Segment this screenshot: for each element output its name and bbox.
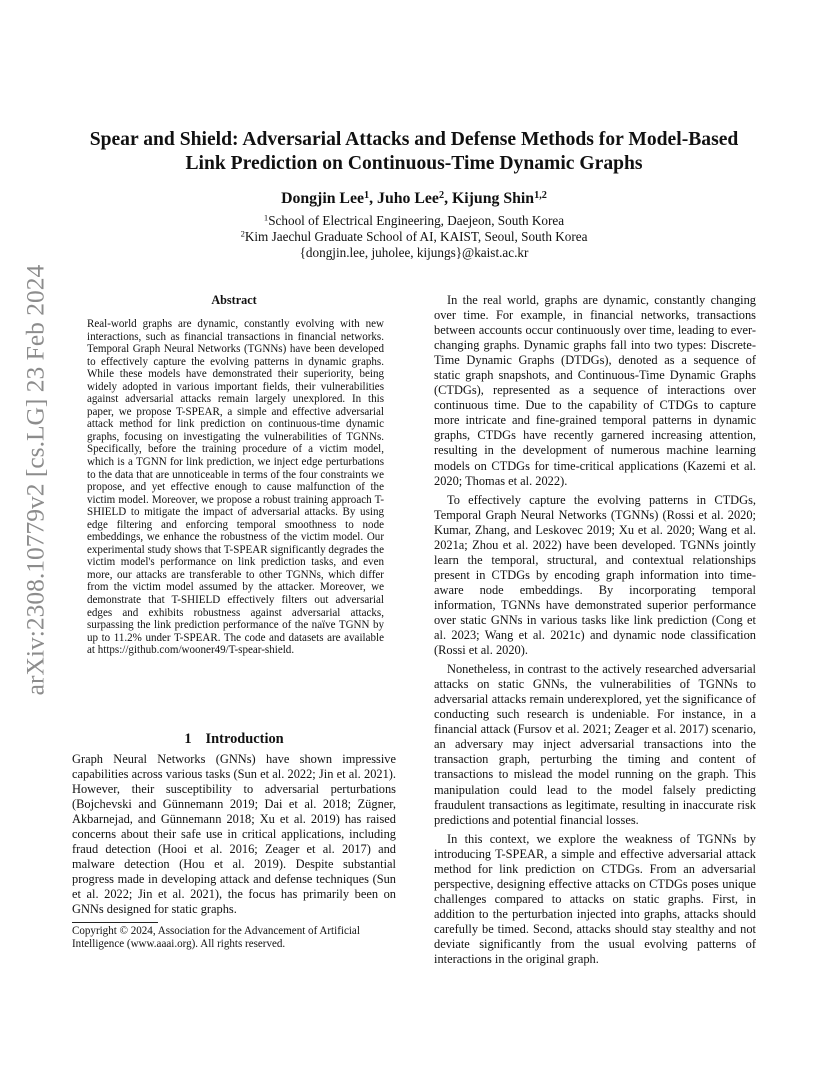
abstract-body bbox=[87, 318, 384, 657]
author-sup: 1 bbox=[364, 189, 370, 201]
author-name: Dongjin Lee bbox=[281, 190, 364, 207]
paragraph: In this context, we explore the weakness of TGNNs by introducing T-SPEAR, a simple and effective adversarial attack method for link prediction on CTDGs. From an adversarial perspective, designing effective attacks on CTDGs poses unique challenges compared to attacks on static graphs. First, in addition to the perturbation injected into graphs, attacks should carefully be timed. Second, attacks should stay stealthy and not deviate significantly from the usual evolving patterns of interactions in the original graph. bbox=[434, 831, 756, 967]
author-name: Kijung Shin bbox=[451, 190, 535, 207]
affiliation-line bbox=[60, 213, 768, 229]
abstract-text: Real-world graphs are dynamic, constantly evolving with new interactions, such as financial transactions in financial networks. Temporal Graph Neural Networks (TGNNs) have been developed to effectively capture the evolving patterns in dynamic graphs. While these models have demonstrated their superiority, being widely adopted in various important fields, their vulnerabilities against adversarial attacks remain largely unexplored. In this paper, we propose T-SPEAR, a simple and effective adversarial attack method for link prediction on continuous-time dynamic graphs, focusing on investigating the vulnerabilities of TGNNs. Specifically, before the training procedure of a victim model, which is a TGNN for link prediction, we inject edge perturbations to the data that are unnoticeable in terms of the four constraints we propose, and yet effective enough to cause malfunction of the victim model. Moreover, we propose a robust training approach T-SHIELD to mitigate the impact of adversarial attacks. By using edge filtering and enforcing temporal smoothness to node embeddings, we enhance the robustness of the victim model. Our experimental study shows that T-SPEAR significantly degrades the victim model's performance on link prediction tasks, and even more, our attacks are transferable to other TGNNs, which differ from the victim model assumed by the attacker. Moreover, we demonstrate that T-SHIELD effectively filters out adversarial edges and exhibits robustness against adversarial attacks, surpassing the link prediction performance of the naïve TGNN by up to 11.2% under T-SPEAR. The code and datasets are available at https://github.com/wooner49/T-spear-shield. bbox=[87, 318, 384, 657]
footnote-rule bbox=[72, 922, 158, 923]
author-sup: 1,2 bbox=[534, 189, 547, 201]
paragraph: Nonetheless, in contrast to the actively researched adversarial attacks on static GNNs, the vulnerabilities of TGNNs to adversarial attacks remain underexplored, yet the significance of conducting such research is undeniable. For instance, in a financial attack (Fursov et al. 2021; Zeager et al. 2017) scenario, an adversary may inject adversarial transactions into the transaction graph, perturbing the timing and content of transactions to mislead the model running on the graph. This manipulation could lead to the model falsely predicting fraudulent transactions as legitimate, resulting in inaccurate risk predictions and potential financial losses. bbox=[434, 662, 756, 827]
arxiv-stamp-text: arXiv:2308.10779v2 [cs.LG] 23 Feb 2024 bbox=[20, 264, 49, 696]
paper-title bbox=[60, 128, 768, 176]
paragraph: To effectively capture the evolving patterns in CTDGs, Temporal Graph Neural Networks (TGNNs) (Rossi et al. 2020; Kumar, Zhang, and Leskovec 2019; Xu et al. 2020; Wang et al. 2021a; Zhou et al. 2022) have been developed. TGNNs jointly learn the temporal, structural, and contextual relationships present in CTDGs by encoding graph information into time-aware node embeddings. By incorporating temporal information, TGNNs have demonstrated superior performance over static GNNs in various tasks like link prediction (Cong et al. 2023; Wang et al. 2021c) and dynamic node classification (Rossi et al. 2020). bbox=[434, 492, 756, 658]
title-line-2: Link Prediction on Continuous-Time Dynamic Graphs bbox=[185, 153, 643, 174]
author-emails: {dongjin.lee, juholee, kijungs}@kaist.ac.kr bbox=[299, 245, 529, 260]
introduction-left-column bbox=[72, 752, 396, 918]
author-name: Juho Lee bbox=[377, 190, 439, 207]
affiliation-text: Kim Jaechul Graduate School of AI, KAIST, Seoul, South Korea bbox=[244, 229, 588, 244]
author-list: Dongjin Lee$^1$, Juho Lee$^2$, Kijung Shin$^{1,2}$ bbox=[281, 189, 547, 207]
affiliation-text: School of Electrical Engineering, Daejeon, South Korea bbox=[268, 213, 565, 228]
abstract-heading: Abstract bbox=[211, 293, 257, 307]
introduction-right-column bbox=[434, 293, 756, 971]
arxiv-stamp bbox=[18, 264, 52, 696]
affiliation-sup: 1 bbox=[263, 212, 269, 223]
paragraph: In the real world, graphs are dynamic, constantly changing over time. For example, in financial networks, transactions between accounts occur continuously over time, leading to ever-changing graphs. Dynamic graphs fall into two types: Discrete-Time Dynamic Graphs (DTDGs), denoted as a sequence of static graph snapshots, and Continuous-Time Dynamic Graphs (CTDGs), represented as a sequence of interactions over continuous time. Due to the capability of CTDGs to capture more intricate and fine-grained temporal patterns in dynamic graphs, CTDGs have recently garnered increasing attention, resulting in the development of numerous machine learning models on CTDGs for time-critical applications (Kazemi et al. 2020; Thomas et al. 2022). bbox=[434, 293, 756, 488]
section-number: 1 bbox=[184, 731, 192, 747]
paragraph: Graph Neural Networks (GNNs) have shown impressive capabilities across various tasks (Sun et al. 2022; Jin et al. 2021). However, their susceptibility to adversarial perturbations (Bojchevski and Günnemann 2019; Dai et al. 2018; Zügner, Akbarnejad, and Günnemann 2018; Xu et al. 2019) has raised concerns about their safe use in critical applications, including fraud detection (Hooi et al. 2016; Zeager et al. 2017) and malware detection (Hou et al. 2019). Despite substantial progress made in developing attack and defense techniques (Sun et al. 2022; Jin et al. 2021), the focus has primarily been on GNNs designed for static graphs. bbox=[72, 752, 396, 917]
section-title: Introduction bbox=[205, 731, 284, 747]
copyright-footnote: Copyright © 2024, Association for the Advancement of Artificial Intelligence (www.aaai.org). All rights reserved. bbox=[72, 925, 360, 951]
title-line-1: Spear and Shield: Adversarial Attacks and Defense Methods for Model-Based bbox=[89, 129, 739, 150]
affiliations bbox=[60, 213, 768, 261]
affiliation-sup: 2 bbox=[240, 228, 245, 239]
author-sup: 2 bbox=[438, 189, 445, 201]
affiliation-line bbox=[60, 229, 768, 245]
introduction-heading bbox=[72, 731, 396, 748]
